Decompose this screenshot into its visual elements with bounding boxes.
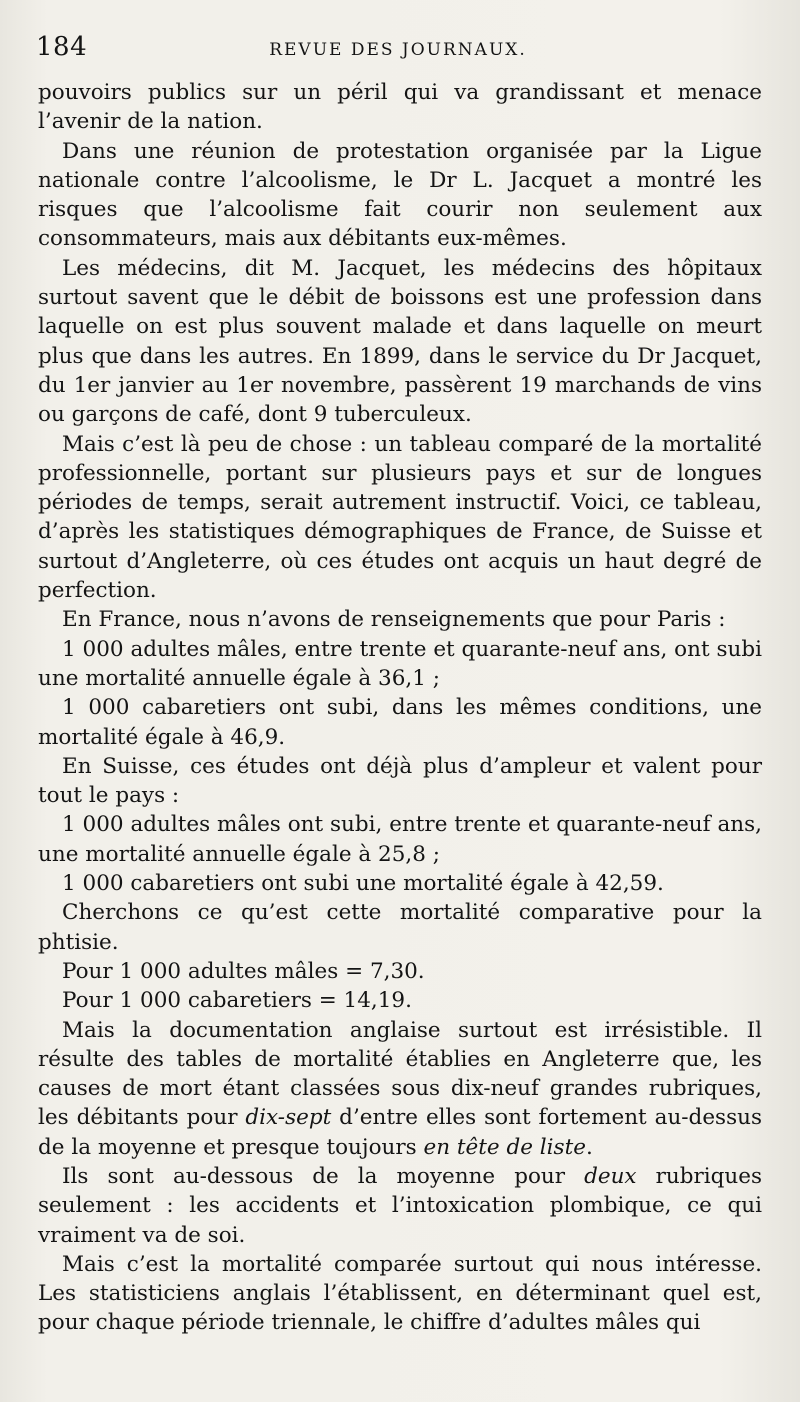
paragraph: 1 000 cabaretiers ont subi, dans les mêmes conditions, une mortalité égale à 46,9. [38, 695, 762, 750]
paragraph-text: Ils sont au-dessous de la moyenne pour [62, 1163, 585, 1189]
paragraph [38, 1016, 762, 1162]
paragraph: Pour 1 000 adultes mâles = 7,30. [62, 958, 425, 984]
italic-text: deux [584, 1163, 637, 1189]
paragraph: Les médecins, dit M. Jacquet, les médecins des hôpitaux surtout savent que le débit de boissons est une profession dans laquelle on est plus souvent malade et dans laquelle on meurt plus que dans les autres. En 1899, dans le service du Dr Jacquet, du 1er janvier au 1er novembre, passèrent 19 marchands de vins ou garçons de café, dont 9 tuberculeux. [38, 255, 762, 428]
running-title: REVUE DES JOURNAUX. [269, 40, 527, 60]
page-header [36, 32, 760, 72]
paragraph-text: rubriques seulement : les accidents et l’intoxication plombique, ce qui vraiment va de soi. [38, 1163, 762, 1248]
italic-text: dix-sept [245, 1105, 332, 1131]
paragraph: En Suisse, ces études ont déjà plus d’ampleur et valent pour tout le pays : [38, 753, 762, 809]
paragraph: En France, nous n’avons de renseignements que pour Paris : [62, 607, 726, 633]
paragraph: pouvoirs publics sur un péril qui va grandissant et menace l’avenir de la nation. [38, 80, 762, 135]
paragraph: Mais c’est la mortalité comparée surtout qui nous intéresse. Les statisticiens anglais l’établissent, en déterminant quel est, pour chaque période triennale, le chiffre d’adultes mâles qui [38, 1251, 762, 1336]
paragraph-text: . [585, 1134, 593, 1160]
paragraph-text: Mais la documentation anglaise surtout est irrésistible. Il résulte des tables de mortalité établies en Angleterre que, les causes de mort étant classées sous dix-neuf grandes rubriques, les débitants pour [38, 1017, 762, 1131]
paragraph: 1 000 cabaretiers ont subi une mortalité égale à 42,59. [62, 871, 664, 897]
paragraph: 1 000 adultes mâles ont subi, entre trente et quarante-neuf ans, une mortalité annuelle égale à 25,8 ; [38, 812, 762, 867]
paragraph: Cherchons ce qu’est cette mortalité comparative pour la phtisie. [38, 900, 762, 955]
paragraph: Dans une réunion de protestation organisée par la Ligue nationale contre l’alcoolisme, le Dr L. Jacquet a montré les risques que l’alcoolisme fait courir non seulement aux consommateurs, mais aux débitants eux-mêmes. [38, 138, 762, 252]
paragraph: 1 000 adultes mâles, entre trente et quarante-neuf ans, ont subi une mortalité annuelle égale à 36,1 ; [38, 636, 762, 691]
italic-text: en tête de liste [423, 1134, 586, 1160]
paragraph [38, 1162, 762, 1250]
paragraph-text: d’entre elles sont fortement au-dessus de la moyenne et presque toujours [38, 1105, 762, 1160]
body-text [38, 78, 762, 1338]
page-number: 184 [36, 32, 88, 62]
paragraph: Mais c’est là peu de chose : un tableau comparé de la mortalité professionnelle, portant sur plusieurs pays et sur de longues périodes de temps, serait autrement instructif. Voici, ce tableau, d’après les statistiques démographiques de France, de Suisse et surtout d’Angleterre, où ces études ont acquis un haut degré de perfection. [38, 431, 762, 604]
paragraph: Pour 1 000 cabaretiers = 14,19. [62, 988, 412, 1014]
